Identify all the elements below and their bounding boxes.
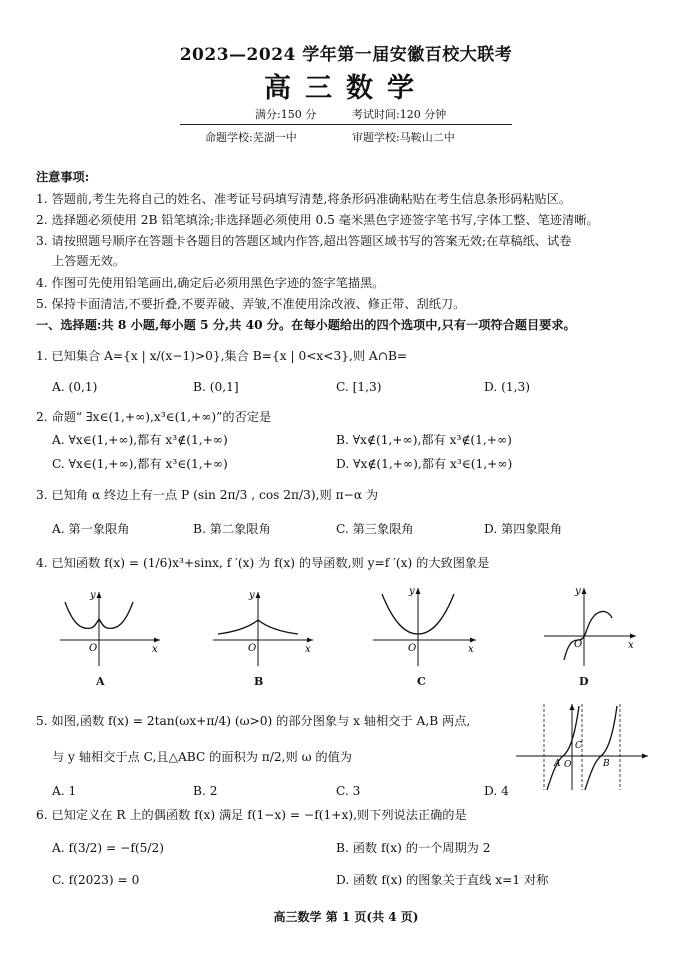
q5-stem-line2: 与 y 轴相交于点 C,且△ABC 的面积为 π/2,则 ω 的值为 xyxy=(52,750,352,764)
q5-option-c: C. 3 xyxy=(336,784,361,798)
axis-x-label: x xyxy=(305,644,311,655)
q2-stem: 2. 命题“ ∃x∈(1,+∞),x³∈(1,+∞)”的否定是 xyxy=(36,410,272,424)
axis-x-label: x xyxy=(628,640,634,651)
q3-option-b: B. 第二象限角 xyxy=(193,522,271,536)
score-info: 满分:150 分 xyxy=(255,108,317,121)
q6-option-c: C. f(2023) = 0 xyxy=(52,873,140,887)
q1-stem: 1. 已知集合 A={x | x/(x−1)>0},集合 B={x | 0<x<3},则 A∩B= xyxy=(36,349,408,363)
axis-y-label: y xyxy=(409,586,415,597)
q3-option-c: C. 第三象限角 xyxy=(336,522,414,536)
q4-label-b: B xyxy=(254,675,264,688)
q5-tan-graph xyxy=(512,700,652,792)
q4-label-a: A xyxy=(96,675,105,688)
note-item: 上答题无效。 xyxy=(52,254,126,268)
q3-option-a: A. 第一象限角 xyxy=(52,522,130,536)
q6-option-a: A. f(3/2) = −f(5/2) xyxy=(52,841,164,855)
axis-y-label: y xyxy=(90,590,96,601)
q4-graph-a xyxy=(55,588,165,668)
note-item: 2. 选择题必须使用 2B 铅笔填涂;非选择题必须使用 0.5 毫米黑色字迹签字笔书写,字体工整、笔迹清晰。 xyxy=(36,213,599,227)
q4-graph-d xyxy=(540,584,640,668)
origin-label: O xyxy=(248,643,257,654)
q1-option-a: A. (0,1) xyxy=(52,380,98,394)
q2-option-a: A. ∀x∈(1,+∞),都有 x³∉(1,+∞) xyxy=(52,433,228,447)
q2-option-b: B. ∀x∉(1,+∞),都有 x³∉(1,+∞) xyxy=(336,433,512,447)
q6-option-d: D. 函数 f(x) 的图象关于直线 x=1 对称 xyxy=(336,873,549,887)
q5-option-a: A. 1 xyxy=(52,784,77,798)
q5-stem-line1: 5. 如图,函数 f(x) = 2tan(ωx+π/4) (ω>0) 的部分图象与 x 轴相交于 A,B 两点, xyxy=(36,714,471,728)
q1-option-c: C. [1,3) xyxy=(336,380,382,394)
q1-option-d: D. (1,3) xyxy=(484,380,530,394)
axis-x-label: x xyxy=(468,644,474,655)
q2-option-d: D. ∀x∉(1,+∞),都有 x³∈(1,+∞) xyxy=(336,457,513,471)
q4-graph-b xyxy=(208,588,318,668)
point-a-label: A xyxy=(554,759,561,769)
notes-title: 注意事项: xyxy=(36,170,90,184)
subject-title: 高三数学 xyxy=(264,73,428,104)
q1-option-b: B. (0,1] xyxy=(193,380,239,394)
origin-label: O xyxy=(574,639,583,650)
q3-option-d: D. 第四象限角 xyxy=(484,522,563,536)
axis-y-label: y xyxy=(249,590,255,601)
q5-option-d: D. 4 xyxy=(484,784,509,798)
axis-y-label: y xyxy=(575,586,581,597)
point-c-label: C xyxy=(575,741,582,751)
note-item: 5. 保持卡面清洁,不要折叠,不要弄破、弄皱,不准使用涂改液、修正带、刮纸刀。 xyxy=(36,297,466,311)
exam-title: 2023—2024 学年第一届安徽百校大联考 xyxy=(179,45,513,65)
page-footer: 高三数学 第 1 页(共 4 页) xyxy=(273,910,419,924)
header-rule xyxy=(180,124,512,125)
note-item: 3. 请按照题号顺序在答题卡各题目的答题区域内作答,超出答题区域书写的答案无效;在草稿纸、试卷 xyxy=(36,234,572,248)
q2-option-c: C. ∀x∈(1,+∞),都有 x³∈(1,+∞) xyxy=(52,457,228,471)
q4-label-d: D xyxy=(579,675,589,688)
q4-stem: 4. 已知函数 f(x) = (1/6)x³+sinx, f ′(x) 为 f(x) 的导函数,则 y=f ′(x) 的大致图象是 xyxy=(36,556,490,570)
time-info: 考试时间:120 分钟 xyxy=(352,108,447,121)
reviewer-school: 审题学校:马鞍山二中 xyxy=(352,131,455,144)
origin-label: O xyxy=(89,643,98,654)
q4-graph-c xyxy=(368,584,480,668)
section-heading: 一、选择题:共 8 小题,每小题 5 分,共 40 分。在每小题给出的四个选项中,只有一项符合题目要求。 xyxy=(36,318,576,332)
note-item: 1. 答题前,考生先将自己的姓名、准考证号码填写清楚,将条形码准确粘贴在考生信息条形码粘贴区。 xyxy=(36,192,572,206)
q5-option-b: B. 2 xyxy=(193,784,218,798)
q6-stem: 6. 已知定义在 R 上的偶函数 f(x) 满足 f(1−x) = −f(1+x),则下列说法正确的是 xyxy=(36,808,467,822)
q3-stem: 3. 已知角 α 终边上有一点 P (sin 2π/3 , cos 2π/3),则 π−α 为 xyxy=(36,488,379,502)
q4-label-c: C xyxy=(417,675,426,688)
axis-x-label: x xyxy=(152,644,158,655)
point-b-label: B xyxy=(603,759,610,769)
q6-option-b: B. 函数 f(x) 的一个周期为 2 xyxy=(336,841,491,855)
origin-label: O xyxy=(408,643,417,654)
note-item: 4. 作图可先使用铅笔画出,确定后必须用黑色字迹的签字笔描黑。 xyxy=(36,276,385,290)
origin-label: O xyxy=(564,760,572,770)
setter-school: 命题学校:芜湖一中 xyxy=(205,131,297,144)
